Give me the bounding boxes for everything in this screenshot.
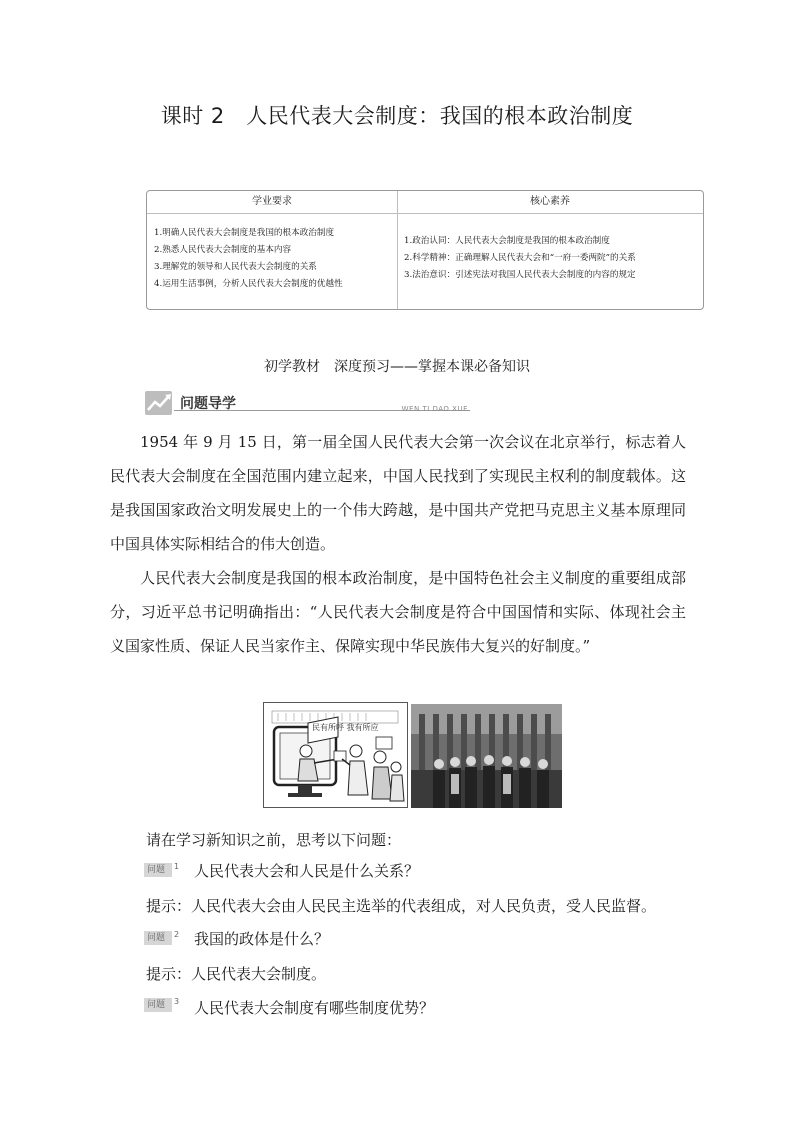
requirements-table [146, 190, 704, 310]
cartoon-drawing [264, 703, 407, 807]
intro-paragraph [110, 425, 686, 561]
question-guide-banner [144, 390, 470, 416]
requirement-item: 4.运用生活事例，分析人民代表大会制度的优越性 [154, 279, 343, 289]
intro-prompt: 请在学习新知识之前，思考以下问题： [146, 831, 402, 849]
badge-number: 2 [174, 930, 180, 939]
badge-number: 3 [174, 997, 180, 1006]
page-title: 课时 2 人民代表大会制度：我国的根本政治制度 [160, 104, 634, 128]
requirement-item: 2.熟悉人民代表大会制度的基本内容 [154, 245, 292, 255]
requirement-item: 1.明确人民代表大会制度是我国的根本政治制度 [154, 228, 335, 238]
question-text: 人民代表大会和人民是什么关系？ [194, 862, 420, 880]
question-text: 人民代表大会制度有哪些制度优势？ [194, 999, 435, 1017]
paragraph-1-text: 1954 年 9 月 15 日，第一届全国人民代表大会第一次会议在北京举行，标志着人民代表大会制度在全国范围内建立起来，中国人民找到了实现民主权利的制度载体。这是我国国家政治文明发展史上的一个伟大跨越，是中国共产党把马克思主义基本原理同中国具体实际相结合的伟大创造。 [110, 433, 686, 553]
question-hint: 提示：人民代表大会制度。 [146, 965, 327, 983]
badge-label: 问题 [147, 865, 166, 875]
competency-item: 3.法治意识：引述宪法对我国人民代表大会制度的内容的规定 [404, 270, 636, 280]
banner-label: 问题导学 [180, 396, 236, 412]
question-badge [144, 862, 178, 878]
question-hint: 提示：人民代表大会由人民民主选举的代表组成，对人民负责，受人民监督。 [146, 897, 657, 915]
badge-label: 问题 [147, 1000, 166, 1010]
requirement-item: 3.理解党的领导和人民代表大会制度的关系 [154, 262, 317, 272]
core-competencies-header: 核心素养 [397, 191, 703, 214]
question-text: 我国的政体是什么？ [194, 930, 330, 948]
table-divider [397, 191, 398, 309]
paragraph-2-text: 人民代表大会制度是我国的根本政治制度，是中国特色社会主义制度的重要组成部分，习近平总书记明确指出：“人民代表大会制度是符合中国国情和实际、体现社会主义国家性质、保证人民当家作主、保障实现中华民族伟大复兴的好制度。” [110, 569, 686, 655]
delegates-photo [411, 704, 562, 808]
academic-requirements-header: 学业要求 [147, 191, 397, 214]
badge-number: 1 [174, 862, 180, 871]
cartoon-caption: 民有所呼 我有所应 [312, 723, 379, 732]
trend-chart-icon [144, 390, 174, 416]
core-competencies-list [404, 233, 636, 284]
quote-paragraph [110, 561, 686, 663]
competency-item: 1.政治认同：人民代表大会制度是我国的根本政治制度 [404, 236, 610, 246]
question-badge [144, 930, 178, 946]
section-heading: 初学教材 深度预习——掌握本课必备知识 [264, 359, 530, 375]
question-badge [144, 997, 178, 1013]
cartoon-illustration [263, 702, 408, 808]
academic-requirements-list [154, 225, 343, 293]
banner-subtitle: WEN TI DAO XUE [401, 405, 468, 413]
badge-label: 问题 [147, 933, 166, 943]
competency-item: 2.科学精神：正确理解人民代表大会和“一府一委两院”的关系 [404, 253, 636, 263]
